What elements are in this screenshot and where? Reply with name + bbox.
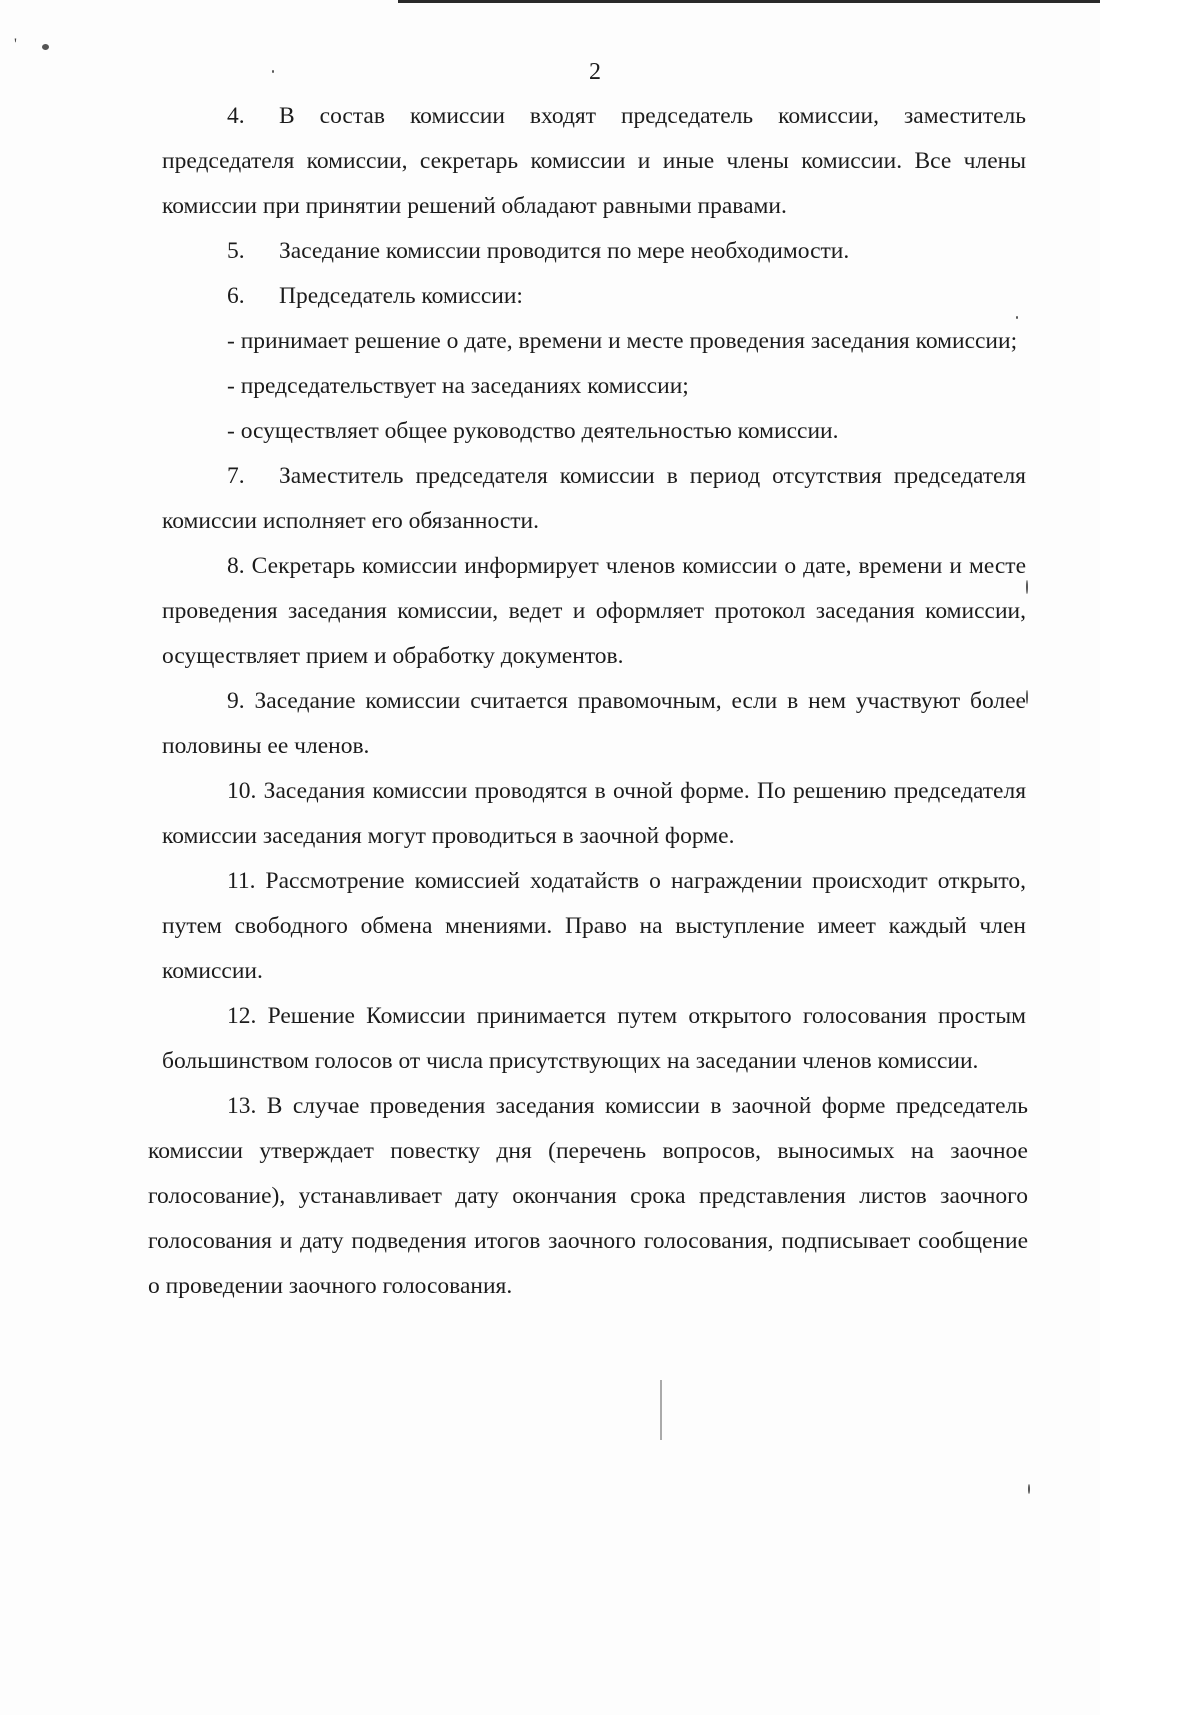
paragraph-number: 4.: [227, 103, 245, 129]
scan-artifact: ': [14, 36, 17, 53]
list-item: - осуществляет общее руководство деятельностью комиссии.: [227, 418, 839, 444]
paragraph-9: 9. Заседание комиссии считается правомочным, если в нем участвуют более половины ее членов.: [162, 688, 1026, 759]
paragraph-8: 8. Секретарь комиссии информирует членов комиссии о дате, времени и месте проведения заседания комиссии, ведет и оформляет протокол заседания комиссии, осуществляет прием и обработку документов.: [162, 553, 1026, 669]
paragraph-12: 12. Решение Комиссии принимается путем открытого голосования простым большинством голосов от числа присутствующих на заседании членов комиссии.: [162, 1003, 1026, 1074]
paragraph-7: [162, 454, 1026, 544]
paragraph-6: [162, 274, 1026, 319]
document-body: [148, 94, 1028, 1309]
list-item: - принимает решение о дате, времени и месте проведения заседания комиссии;: [227, 328, 1018, 354]
scan-speck: [660, 1380, 662, 1440]
top-edge-rule: [398, 0, 1100, 3]
paragraph-text: В состав комиссии входят председатель комиссии, заместитель председателя комиссии, секретарь комиссии и иные члены комиссии. Все члены комиссии при принятии решений обладают равными правами.: [162, 103, 1026, 219]
paragraph-text: Председатель комиссии:: [279, 283, 523, 309]
paragraph-number: 7.: [227, 463, 245, 489]
list-item: - председательствует на заседаниях комиссии;: [227, 373, 689, 399]
paragraph-text: Заместитель председателя комиссии в период отсутствия председателя комиссии исполняет его обязанности.: [162, 463, 1026, 534]
scan-speck: [1026, 690, 1028, 704]
paragraph-13: 13. В случае проведения заседания комиссии в заочной форме председатель комиссии утверждает повестку дня (перечень вопросов, выносимых на заочное голосование), устанавливает дату окончания срока представления листов заочного голосования и дату подведения итогов заочного голосования, подписывает сообщение о проведении заочного голосования.: [148, 1093, 1028, 1299]
paragraph-10: 10. Заседания комиссии проводятся в очной форме. По решению председателя комиссии заседания могут проводиться в заочной форме.: [162, 778, 1026, 849]
scan-speck: [1028, 1484, 1030, 1494]
scan-speck: [42, 44, 49, 50]
paragraph-text: Заседание комиссии проводится по мере необходимости.: [279, 238, 850, 264]
paragraph-number: 5.: [227, 238, 245, 264]
paragraph-11: 11. Рассмотрение комиссией ходатайств о награждении происходит открыто, путем свободного обмена мнениями. Право на выступление имеет каждый член комиссии.: [162, 868, 1026, 984]
scan-speck: [1026, 580, 1028, 594]
paragraph-4: [162, 94, 1026, 229]
page-number: 2: [589, 59, 601, 85]
paragraph-number: 6.: [227, 283, 245, 309]
paragraph-5: [162, 229, 1026, 274]
